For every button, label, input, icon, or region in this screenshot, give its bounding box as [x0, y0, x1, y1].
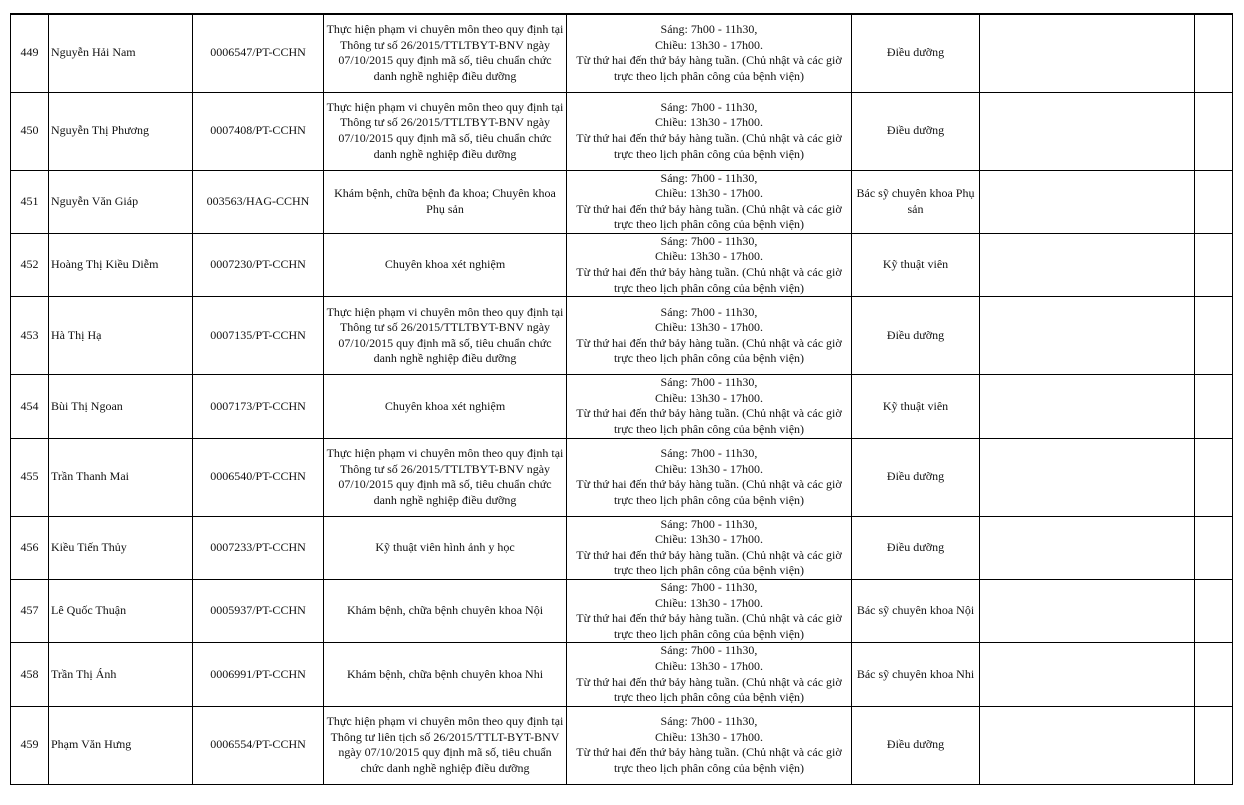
certificate-number-cell: 0006554/PT-CCHN — [193, 706, 324, 784]
certificate-number-cell: 0005937/PT-CCHN — [193, 580, 324, 643]
working-hours-afternoon: Chiều: 13h30 - 17h00. — [655, 390, 763, 405]
table-row — [11, 92, 1233, 170]
position-cell: Bác sỹ chuyên khoa Phụ sản — [852, 170, 980, 233]
certificate-number-cell: 0007173/PT-CCHN — [193, 375, 324, 438]
working-hours-afternoon: Chiều: 13h30 - 17h00. — [655, 729, 763, 744]
row-number-cell: 454 — [11, 375, 49, 438]
working-hours-cell — [567, 170, 852, 233]
working-hours-cell — [567, 92, 852, 170]
blank-cell — [1195, 14, 1233, 92]
position-cell: Điều dưỡng — [852, 14, 980, 92]
working-hours-note: Từ thứ hai đến thứ bảy hàng tuần. (Chủ nhật và các giờ trực theo lịch phân công của bệnh viện) — [576, 547, 842, 578]
working-hours-afternoon: Chiều: 13h30 - 17h00. — [655, 115, 763, 130]
staff-name-cell: Nguyễn Thị Phương — [49, 92, 193, 170]
position-cell: Kỹ thuật viên — [852, 375, 980, 438]
working-hours-morning: Sáng: 7h00 - 11h30, — [660, 375, 758, 390]
working-hours-morning: Sáng: 7h00 - 11h30, — [660, 714, 758, 729]
position-cell: Điều dưỡng — [852, 92, 980, 170]
table-row — [11, 706, 1233, 784]
certificate-number-cell: 0007233/PT-CCHN — [193, 516, 324, 579]
position-cell: Kỹ thuật viên — [852, 233, 980, 296]
working-hours-cell — [567, 643, 852, 706]
working-hours-morning: Sáng: 7h00 - 11h30, — [660, 233, 758, 248]
certificate-number-cell: 0006540/PT-CCHN — [193, 438, 324, 516]
position-cell: Điều dưỡng — [852, 706, 980, 784]
practice-scope-cell: Thực hiện phạm vi chuyên môn theo quy định tại Thông tư liên tịch số 26/2015/TTLT-BYT-BNV ngày 07/10/2015 quy định mã số, tiêu chuẩn chức danh nghề nghiệp điều dưỡng — [324, 706, 567, 784]
table-row — [11, 14, 1233, 92]
certificate-number-cell: 0006547/PT-CCHN — [193, 14, 324, 92]
row-number-cell: 452 — [11, 233, 49, 296]
working-hours-cell — [567, 297, 852, 375]
blank-cell — [980, 170, 1195, 233]
working-hours-afternoon: Chiều: 13h30 - 17h00. — [655, 532, 763, 547]
table-row — [11, 170, 1233, 233]
working-hours-note: Từ thứ hai đến thứ bảy hàng tuần. (Chủ nhật và các giờ trực theo lịch phân công của bệnh viện) — [576, 201, 842, 232]
row-number-cell: 459 — [11, 706, 49, 784]
working-hours-morning: Sáng: 7h00 - 11h30, — [660, 580, 758, 594]
table-row — [11, 580, 1233, 643]
staff-name-cell: Hà Thị Hạ — [49, 297, 193, 375]
table-row — [11, 516, 1233, 579]
certificate-number-cell: 0007230/PT-CCHN — [193, 233, 324, 296]
row-number-cell: 458 — [11, 643, 49, 706]
practice-scope-cell: Chuyên khoa xét nghiệm — [324, 233, 567, 296]
roster-body — [11, 14, 1233, 784]
working-hours-afternoon: Chiều: 13h30 - 17h00. — [655, 461, 763, 476]
working-hours-note: Từ thứ hai đến thứ bảy hàng tuần. (Chủ nhật và các giờ trực theo lịch phân công của bệnh viện) — [576, 53, 842, 83]
blank-cell — [980, 14, 1195, 92]
working-hours-morning: Sáng: 7h00 - 11h30, — [660, 643, 758, 658]
row-number-cell: 457 — [11, 580, 49, 643]
working-hours-morning: Sáng: 7h00 - 11h30, — [660, 170, 758, 185]
working-hours-cell — [567, 233, 852, 296]
blank-cell — [1195, 516, 1233, 579]
blank-cell — [980, 233, 1195, 296]
table-row — [11, 297, 1233, 375]
blank-cell — [980, 92, 1195, 170]
working-hours-note: Từ thứ hai đến thứ bảy hàng tuần. (Chủ nhật và các giờ trực theo lịch phân công của bệnh viện) — [576, 745, 842, 775]
blank-cell — [980, 375, 1195, 438]
staff-name-cell: Lê Quốc Thuận — [49, 580, 193, 643]
working-hours-cell — [567, 516, 852, 579]
blank-cell — [980, 643, 1195, 706]
working-hours-note: Từ thứ hai đến thứ bảy hàng tuần. (Chủ nhật và các giờ trực theo lịch phân công của bệnh viện) — [576, 477, 842, 507]
staff-name-cell: Bùi Thị Ngoan — [49, 375, 193, 438]
row-number-cell: 456 — [11, 516, 49, 579]
blank-cell — [1195, 580, 1233, 643]
working-hours-afternoon: Chiều: 13h30 - 17h00. — [655, 320, 763, 335]
working-hours-morning: Sáng: 7h00 - 11h30, — [660, 22, 758, 37]
row-number-cell: 449 — [11, 14, 49, 92]
practice-scope-cell: Chuyên khoa xét nghiệm — [324, 375, 567, 438]
blank-cell — [1195, 438, 1233, 516]
practice-scope-cell: Khám bệnh, chữa bệnh chuyên khoa Nội — [324, 580, 567, 643]
blank-cell — [980, 297, 1195, 375]
position-cell: Bác sỹ chuyên khoa Nhi — [852, 643, 980, 706]
staff-name-cell: Trần Thanh Mai — [49, 438, 193, 516]
blank-cell — [1195, 643, 1233, 706]
certificate-number-cell: 0006991/PT-CCHN — [193, 643, 324, 706]
staff-name-cell: Nguyễn Hải Nam — [49, 14, 193, 92]
working-hours-morning: Sáng: 7h00 - 11h30, — [660, 99, 758, 114]
working-hours-note: Từ thứ hai đến thứ bảy hàng tuần. (Chủ nhật và các giờ trực theo lịch phân công của bệnh viện) — [576, 131, 842, 161]
practice-scope-cell: Khám bệnh, chữa bệnh chuyên khoa Nhi — [324, 643, 567, 706]
blank-cell — [980, 438, 1195, 516]
certificate-number-cell: 003563/HAG-CCHN — [193, 170, 324, 233]
working-hours-morning: Sáng: 7h00 - 11h30, — [660, 304, 758, 319]
blank-cell — [1195, 706, 1233, 784]
practice-scope-cell: Thực hiện phạm vi chuyên môn theo quy định tại Thông tư số 26/2015/TTLTBYT-BNV ngày 07/10/2015 quy định mã số, tiêu chuẩn chức danh nghề nghiệp điều dưỡng — [324, 297, 567, 375]
blank-cell — [980, 706, 1195, 784]
working-hours-afternoon: Chiều: 13h30 - 17h00. — [655, 37, 763, 52]
practice-scope-cell: Thực hiện phạm vi chuyên môn theo quy định tại Thông tư số 26/2015/TTLTBYT-BNV ngày 07/10/2015 quy định mã số, tiêu chuẩn chức danh nghề nghiệp điều dưỡng — [324, 14, 567, 92]
staff-name-cell: Phạm Văn Hưng — [49, 706, 193, 784]
practice-scope-cell: Kỹ thuật viên hình ảnh y học — [324, 516, 567, 579]
blank-cell — [1195, 92, 1233, 170]
working-hours-note: Từ thứ hai đến thứ bảy hàng tuần. (Chủ nhật và các giờ trực theo lịch phân công của bệnh viện) — [576, 611, 842, 641]
position-cell: Điều dưỡng — [852, 438, 980, 516]
staff-name-cell: Kiều Tiến Thủy — [49, 516, 193, 579]
certificate-number-cell: 0007135/PT-CCHN — [193, 297, 324, 375]
working-hours-note: Từ thứ hai đến thứ bảy hàng tuần. (Chủ nhật và các giờ trực theo lịch phân công của bệnh viện) — [576, 335, 842, 366]
blank-cell — [1195, 233, 1233, 296]
working-hours-afternoon: Chiều: 13h30 - 17h00. — [655, 595, 763, 610]
row-number-cell: 451 — [11, 170, 49, 233]
practice-scope-cell: Thực hiện phạm vi chuyên môn theo quy định tại Thông tư số 26/2015/TTLTBYT-BNV ngày 07/10/2015 quy định mã số, tiêu chuẩn chức danh nghề nghiệp điều dưỡng — [324, 438, 567, 516]
working-hours-cell — [567, 580, 852, 643]
position-cell: Điều dưỡng — [852, 297, 980, 375]
certificate-number-cell: 0007408/PT-CCHN — [193, 92, 324, 170]
practice-scope-cell: Thực hiện phạm vi chuyên môn theo quy định tại Thông tư số 26/2015/TTLTBYT-BNV ngày 07/10/2015 quy định mã số, tiêu chuẩn chức danh nghề nghiệp điều dưỡng — [324, 92, 567, 170]
working-hours-cell — [567, 375, 852, 438]
practice-scope-cell: Khám bệnh, chữa bệnh đa khoa; Chuyên khoa Phụ sản — [324, 170, 567, 233]
staff-roster-table — [10, 13, 1233, 785]
row-number-cell: 455 — [11, 438, 49, 516]
table-row — [11, 438, 1233, 516]
working-hours-note: Từ thứ hai đến thứ bảy hàng tuần. (Chủ nhật và các giờ trực theo lịch phân công của bệnh viện) — [576, 265, 842, 295]
blank-cell — [980, 580, 1195, 643]
working-hours-afternoon: Chiều: 13h30 - 17h00. — [655, 249, 763, 264]
staff-name-cell: Trần Thị Ánh — [49, 643, 193, 706]
working-hours-cell — [567, 706, 852, 784]
working-hours-cell — [567, 14, 852, 92]
table-row — [11, 233, 1233, 296]
row-number-cell: 453 — [11, 297, 49, 375]
blank-cell — [1195, 170, 1233, 233]
staff-name-cell: Nguyễn Văn Giáp — [49, 170, 193, 233]
blank-cell — [980, 516, 1195, 579]
position-cell: Bác sỹ chuyên khoa Nội — [852, 580, 980, 643]
row-number-cell: 450 — [11, 92, 49, 170]
working-hours-afternoon: Chiều: 13h30 - 17h00. — [655, 658, 763, 673]
working-hours-afternoon: Chiều: 13h30 - 17h00. — [655, 186, 763, 201]
working-hours-note: Từ thứ hai đến thứ bảy hàng tuần. (Chủ nhật và các giờ trực theo lịch phân công của bệnh viện) — [576, 406, 842, 437]
blank-cell — [1195, 297, 1233, 375]
position-cell: Điều dưỡng — [852, 516, 980, 579]
working-hours-morning: Sáng: 7h00 - 11h30, — [660, 445, 758, 460]
table-row — [11, 375, 1233, 438]
working-hours-note: Từ thứ hai đến thứ bảy hàng tuần. (Chủ nhật và các giờ trực theo lịch phân công của bệnh viện) — [576, 674, 842, 705]
working-hours-cell — [567, 438, 852, 516]
blank-cell — [1195, 375, 1233, 438]
working-hours-morning: Sáng: 7h00 - 11h30, — [660, 516, 758, 531]
staff-name-cell: Hoàng Thị Kiều Diễm — [49, 233, 193, 296]
table-row — [11, 643, 1233, 706]
